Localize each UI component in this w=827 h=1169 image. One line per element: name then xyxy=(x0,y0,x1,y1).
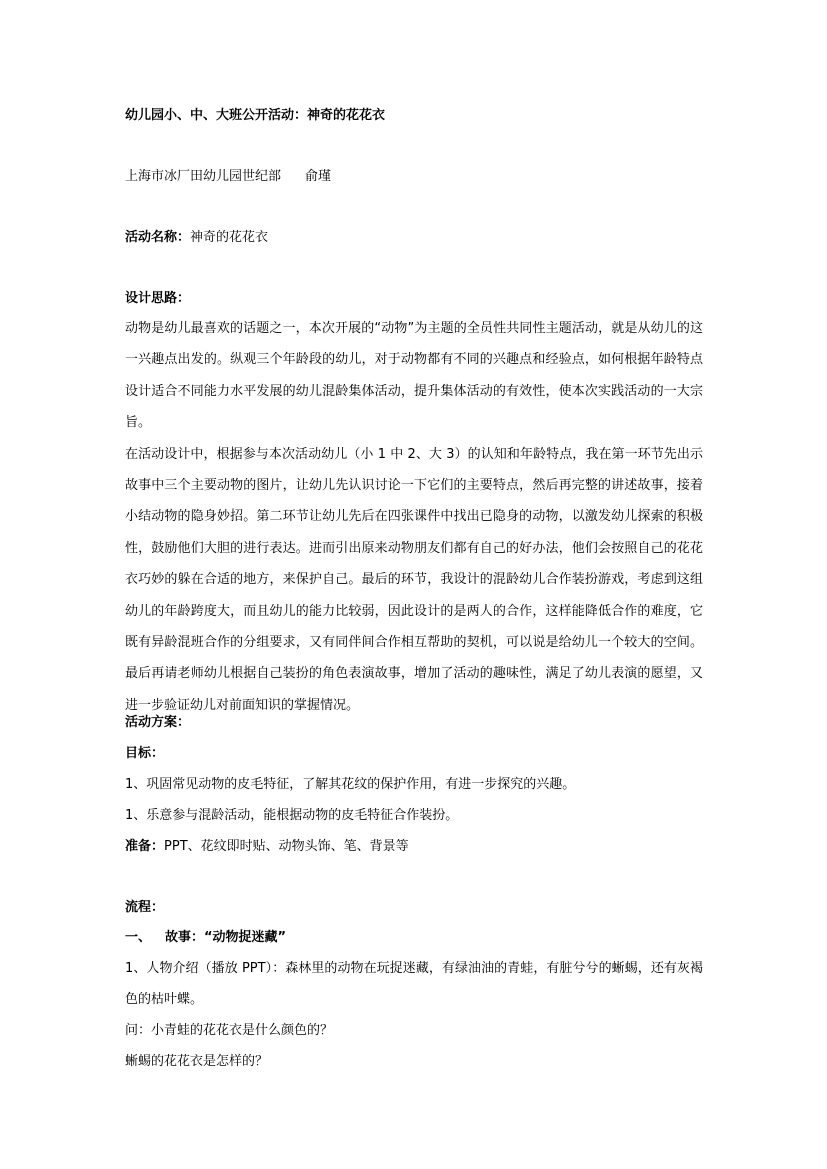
author-organization: 上海市冰厂田幼儿园世纪部 xyxy=(125,169,282,184)
author-line xyxy=(125,168,331,186)
design-heading: 设计思路： xyxy=(125,291,191,306)
goal-item-1: 1、巩固常见动物的皮毛特征，了解其花纹的保护作用，有进一步探究的兴趣。 xyxy=(125,777,576,792)
activity-name-label: 活动名称： xyxy=(125,230,191,245)
design-body xyxy=(125,313,703,721)
activity-name-line xyxy=(125,229,268,247)
activity-name-value: 神奇的花花衣 xyxy=(190,230,269,245)
preparation-line xyxy=(125,838,409,856)
question-1: 问：小青蛙的花花衣是什么颜色的？ xyxy=(125,1023,334,1038)
section-1-title: 故事：“动物捉迷藏” xyxy=(165,930,287,945)
design-paragraph-1: 动物是幼儿最喜欢的话题之一，本次开展的“动物”为主题的全员性共同性主题活动，就是从幼儿的这一兴趣点出发的。纵观三个年龄段的幼儿，对于动物都有不同的兴趣点和经验点，如何根据年龄特点设计适合不同能力水平发展的幼儿混龄集体活动，提升集体活动的有效性，使本次实践活动的一大宗旨。 xyxy=(125,321,703,431)
section-1-heading xyxy=(125,929,286,947)
question-2: 蜥蜴的花花衣是怎样的？ xyxy=(125,1054,269,1069)
preparation-value: PPT、花纹即时贴、动物头饰、笔、背景等 xyxy=(164,839,409,854)
section-1-number: 一、 xyxy=(125,930,152,945)
design-paragraph-2: 在活动设计中，根据参与本次活动幼儿（小 1 中 2、大 3）的认知和年龄特点，我在第一环节先出示故事中三个主要动物的图片，让幼儿先认识讨论一下它们的主要特点，然后再完整的讲述故事，接着小结动物的隐身妙招。第二环节让幼儿先后在四张课件中找出已隐身的动物，以激发幼儿探索的积极性，鼓励他们大胆的进行表达。进而引出原来动物朋友们都有自己的好办法，他们会按照自己的花花衣巧妙的躲在合适的地方，来保护自己。最后的环节，我设计的混龄幼儿合作装扮游戏，考虑到这组幼儿的年龄跨度大，而且幼儿的能力比较弱，因此设计的是两人的合作，这样能降低合作的难度，它既有异龄混班合作的分组要求，又有同伴间合作相互帮助的契机，可以说是给幼儿一个较大的空间。最后再请老师幼儿根据自己装扮的角色表演故事，增加了活动的趣味性，满足了幼儿表演的愿望，又进一步验证幼儿对前面知识的掌握情况。 xyxy=(125,446,703,713)
document-title: 幼儿园小、中、大班公开活动：神奇的花花衣 xyxy=(125,108,386,123)
goal-item-2: 1、乐意参与混龄活动，能根据动物的皮毛特征合作装扮。 xyxy=(125,808,459,823)
flow-heading: 流程： xyxy=(125,900,165,915)
author-name: 俞瑾 xyxy=(305,169,332,184)
plan-heading: 活动方案： xyxy=(125,715,191,730)
preparation-label: 准备： xyxy=(125,839,165,854)
step-1-text: 1、人物介绍（播放 PPT）：森林里的动物在玩捉迷藏，有绿油油的青蛙，有脏兮兮的蜥蜴，还有灰褐色的枯叶蝶。 xyxy=(125,961,703,1008)
goal-heading: 目标： xyxy=(125,746,165,761)
